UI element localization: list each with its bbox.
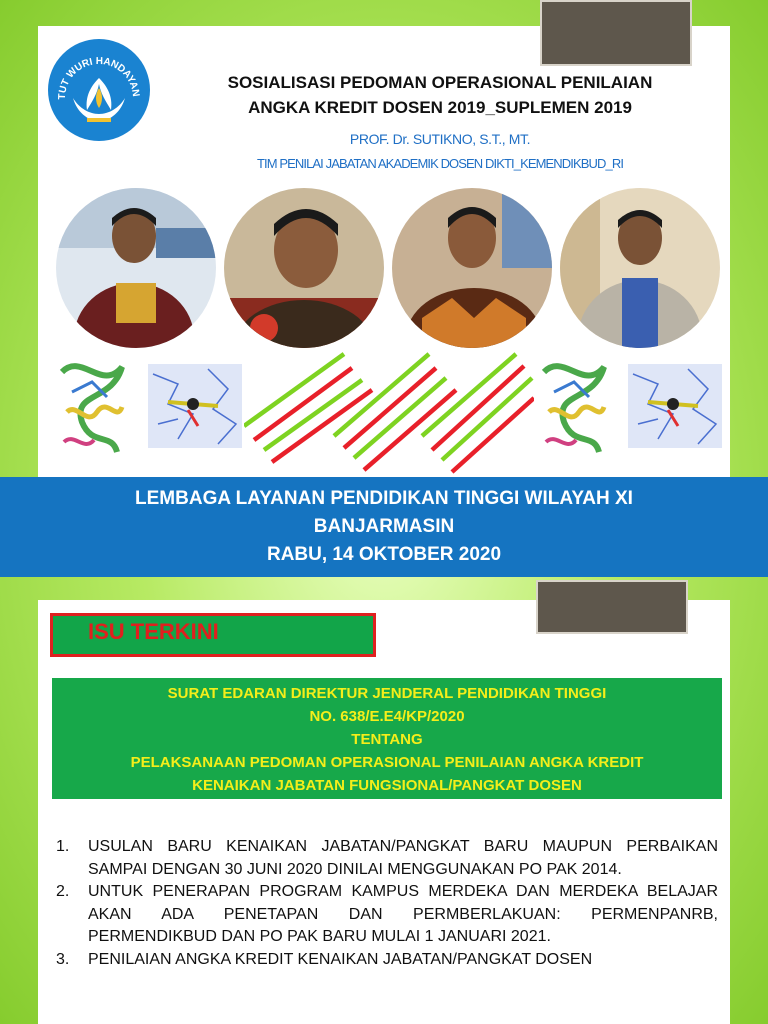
banner-city: BANJARMASIN <box>313 516 455 537</box>
molecular-binding-image-2 <box>628 364 722 448</box>
list-item <box>56 881 718 949</box>
event-banner <box>0 477 768 577</box>
letter-subject-1: PELAKSANAAN PEDOMAN OPERASIONAL PENILAIAN ANGKA KREDIT <box>130 754 644 771</box>
protein-structure-image-1 <box>52 352 132 460</box>
list-item-text: UNTUK PENERAPAN PROGRAM KAMPUS MERDEKA DAN MERDEKA BELAJAR AKAN ADA PENETAPAN DAN PERMBERLAKUAN: PERMENPANRB, PERMENDIKBUD DAN PO PAK BARU MULAI 1 JANUARI 2021. <box>88 883 718 945</box>
heading-isu-terkini: ISU TERKINI <box>88 619 219 644</box>
list-item-number: 1. <box>56 838 70 855</box>
presenter-photo-4 <box>560 188 720 348</box>
list-item <box>56 836 718 881</box>
slide-2-tab <box>536 580 688 634</box>
logo-text: TUT WURI HANDAYAN <box>56 55 142 100</box>
tut-wuri-handayani-logo <box>47 38 151 142</box>
slide-1-tab <box>540 0 692 66</box>
list-item-text: PENILAIAN ANGKA KREDIT KENAIKAN JABATAN/PANGKAT DOSEN <box>88 950 593 968</box>
list-item <box>56 949 718 972</box>
presenter-photo-3 <box>392 188 552 348</box>
protein-structure-image-2 <box>534 352 614 460</box>
decorative-stripes <box>244 352 534 474</box>
issue-list <box>56 836 718 971</box>
presenter-name: PROF. Dr. SUTIKNO, S.T., MT. <box>349 131 531 147</box>
letter-about: TENTANG <box>351 731 423 748</box>
letter-subject-2: KENAIKAN JABATAN FUNGSIONAL/PANGKAT DOSEN <box>192 777 582 794</box>
list-item-text: USULAN BARU KENAIKAN JABATAN/PANGKAT BARU MAUPUN PERBAIKAN SAMPAI DENGAN 30 JUNI 2020 DINILAI MENGGUNAKAN PO PAK 2014. <box>88 838 718 878</box>
molecular-binding-image-1 <box>148 364 242 448</box>
circular-letter-box <box>52 678 722 799</box>
banner-institution: LEMBAGA LAYANAN PENDIDIKAN TINGGI WILAYAH XI <box>135 488 633 509</box>
banner-date: RABU, 14 OKTOBER 2020 <box>266 544 502 565</box>
presenter-team: TIM PENILAI JABATAN AKADEMIK DOSEN DIKTI_KEMENDIKBUD_RI <box>256 156 624 171</box>
main-title-line-1: SOSIALISASI PEDOMAN OPERASIONAL PENILAIAN <box>227 73 653 92</box>
presenter-photo-1 <box>56 188 216 348</box>
presenter-photo-2 <box>224 188 384 348</box>
main-title-line-2: ANGKA KREDIT DOSEN 2019_SUPLEMEN 2019 <box>248 98 632 117</box>
list-item-number: 3. <box>56 950 70 968</box>
letter-title: SURAT EDARAN DIREKTUR JENDERAL PENDIDIKAN TINGGI <box>167 685 607 702</box>
list-item-number: 2. <box>56 883 70 900</box>
letter-number: NO. 638/E.E4/KP/2020 <box>309 708 465 725</box>
